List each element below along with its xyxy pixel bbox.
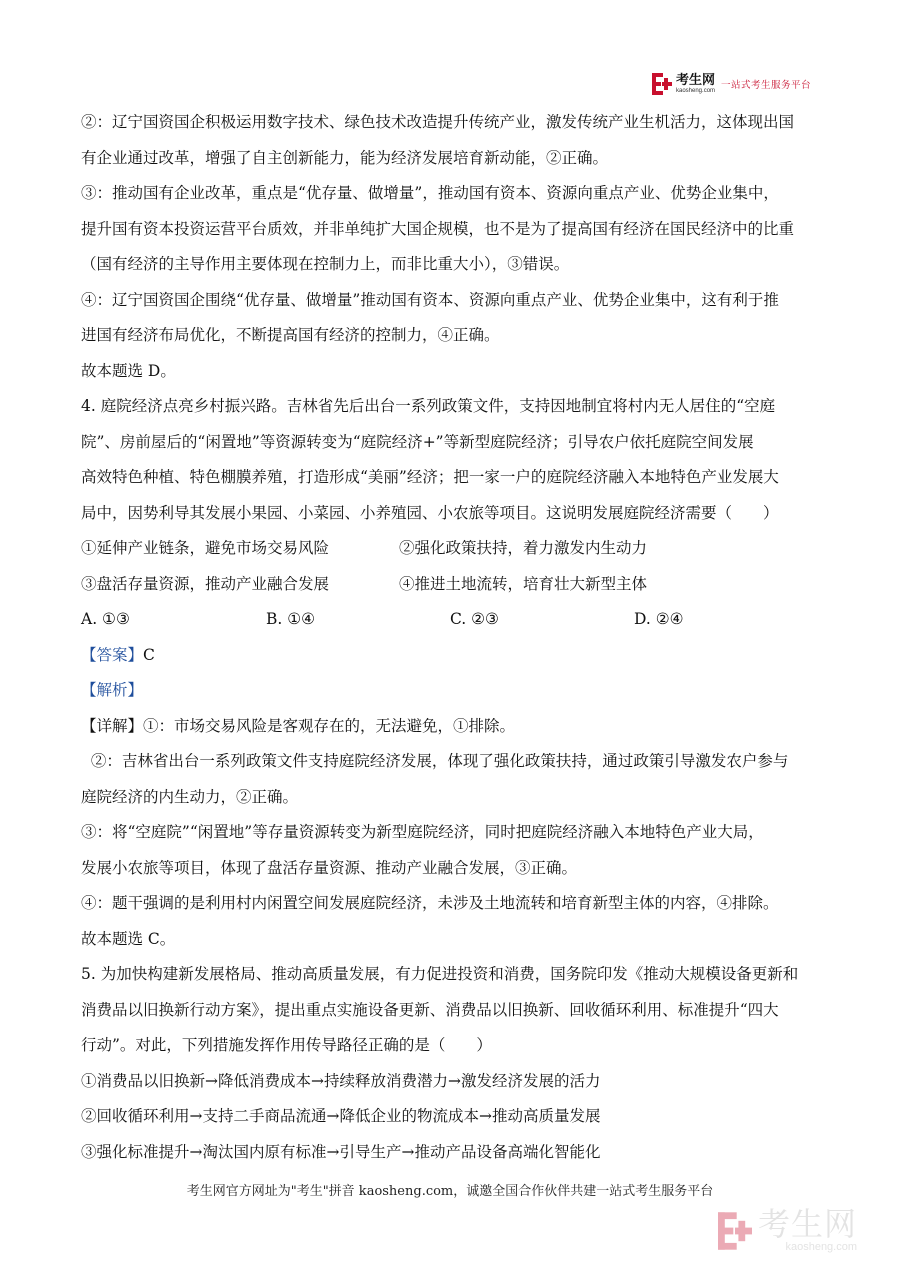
detail-text: 故本题选 C。 [81, 929, 176, 948]
answer-value: C [143, 645, 155, 664]
q4-options-row [81, 602, 821, 638]
q4-option-b: B. ①④ [266, 610, 316, 628]
q4-statement: ②强化政策扶持，着力激发内生动力 [399, 539, 648, 557]
text-line: ②：辽宁国资国企积极运用数字技术、绿色技术改造提升传统产业，激发传统产业生机活力，这体现出国 [81, 113, 795, 131]
logo-url: kaosheng.com [676, 88, 716, 94]
detail-text: 发展小农旅等项目，体现了盘活存量资源、推动产业融合发展，③正确。 [81, 858, 578, 877]
logo-slogan: 一站式考生服务平台 [721, 80, 812, 91]
detail-line [81, 709, 821, 745]
text-line: 进国有经济布局优化，不断提高国有经济的控制力，④正确。 [81, 326, 500, 344]
kaosheng-logo-icon [652, 73, 672, 95]
text-line: 故本题选 D。 [81, 361, 176, 380]
question-4-line: 高效特色种植、特色棚膜养殖，打造形成“美丽”经济；把一家一户的庭院经济融入本地特色产业发展大 [81, 468, 779, 486]
header-logo [652, 72, 811, 96]
question-5-line: 5. 为加快构建新发展格局、推动高质量发展，有力促进投资和消费，国务院印发《推动大规模设备更新和 [81, 965, 799, 983]
q5-statement: ①消费品以旧换新→降低消费成本→持续释放消费潜力→激发经济发展的活力 [81, 1071, 601, 1090]
question-4-line: 局中，因势利导其发展小果园、小菜园、小养殖园、小农旅等项目。这说明发展庭院经济需要（ ） [81, 503, 779, 522]
watermark-name: 考生网 [758, 1205, 858, 1243]
detail-text: ②：吉林省出台一系列政策文件支持庭院经济发展，体现了强化政策扶持，通过政策引导激发农户参与 [81, 752, 789, 770]
detail-text: 庭院经济的内生动力，②正确。 [81, 787, 299, 806]
text-line: ④：辽宁国资国企围绕“优存量、做增量”推动国有资本、资源向重点产业、优势企业集中，这有利于推 [81, 290, 779, 309]
question-4-line: 院”、房前屋后的“闲置地”等资源转变为“庭院经济+”等新型庭院经济；引导农户依托庭院空间发展 [81, 432, 754, 451]
analysis-tag: 【解析】 [81, 681, 144, 699]
q4-statement-row [81, 567, 821, 603]
q5-statement: ③强化标准提升→淘汰国内原有标准→引导生产→推动产品设备高端化智能化 [81, 1142, 601, 1161]
q4-option-a: A. ①③ [81, 610, 130, 628]
text-line: 提升国有资本投资运营平台质效，并非单纯扩大国企规模，也不是为了提高国有经济在国民经济中的比重 [81, 219, 795, 238]
logo-name: 考生网 [676, 73, 716, 88]
q4-statement: ③盘活存量资源，推动产业融合发展 [81, 574, 330, 593]
answer-line [81, 638, 821, 674]
watermark-logo-icon [718, 1211, 752, 1251]
analysis-line [81, 673, 821, 709]
detail-text: ③：将“空庭院”“闲置地”等存量资源转变为新型庭院经济，同时把庭院经济融入本地特色产业大局， [81, 823, 764, 841]
answer-tag: 【答案】 [81, 645, 144, 664]
page-footer: 考生网官方网址为"考生"拼音 kaosheng.com，诚邀全国合作伙伴共建一站式考生服务平台 [186, 1184, 714, 1199]
document-body [81, 105, 821, 1170]
q4-statement-row [81, 531, 821, 567]
text-line: 有企业通过改革，增强了自主创新能力，能为经济发展培育新动能，②正确。 [81, 148, 609, 167]
question-5-line: 行动”。对此，下列措施发挥作用传导路径正确的是（ ） [81, 1036, 492, 1054]
question-4-line: 4. 庭院经济点亮乡村振兴路。吉林省先后出台一系列政策文件，支持因地制宜将村内无人居住的“空庭 [81, 397, 776, 415]
detail-tag: 【详解】 [81, 716, 144, 735]
detail-text: ④：题干强调的是利用村内闲置空间发展庭院经济，未涉及土地流转和培育新型主体的内容，④排除。 [81, 894, 779, 912]
q4-statement: ④推进土地流转，培育壮大新型主体 [399, 574, 648, 593]
q5-statement: ②回收循环利用→支持二手商品流通→降低企业的物流成本→推动高质量发展 [81, 1107, 601, 1125]
detail-text: ①：市场交易风险是客观存在的，无法避免，①排除。 [143, 716, 516, 735]
q4-option-c: C. ②③ [450, 610, 499, 628]
text-line: （国有经济的主导作用主要体现在控制力上，而非比重大小），③错误。 [81, 255, 570, 273]
watermark [718, 1205, 858, 1253]
question-5-line: 消费品以旧换新行动方案》，提出重点实施设备更新、消费品以旧换新、回收循环利用、标准提升“四大 [81, 1000, 779, 1019]
text-line: ③：推动国有企业改革，重点是“优存量、做增量”，推动国有资本、资源向重点产业、优势企业集中， [81, 184, 779, 202]
watermark-url: kaosheng.com [785, 1241, 858, 1253]
q4-statement: ①延伸产业链条，避免市场交易风险 [81, 539, 330, 557]
q4-option-d: D. ②④ [634, 610, 684, 628]
